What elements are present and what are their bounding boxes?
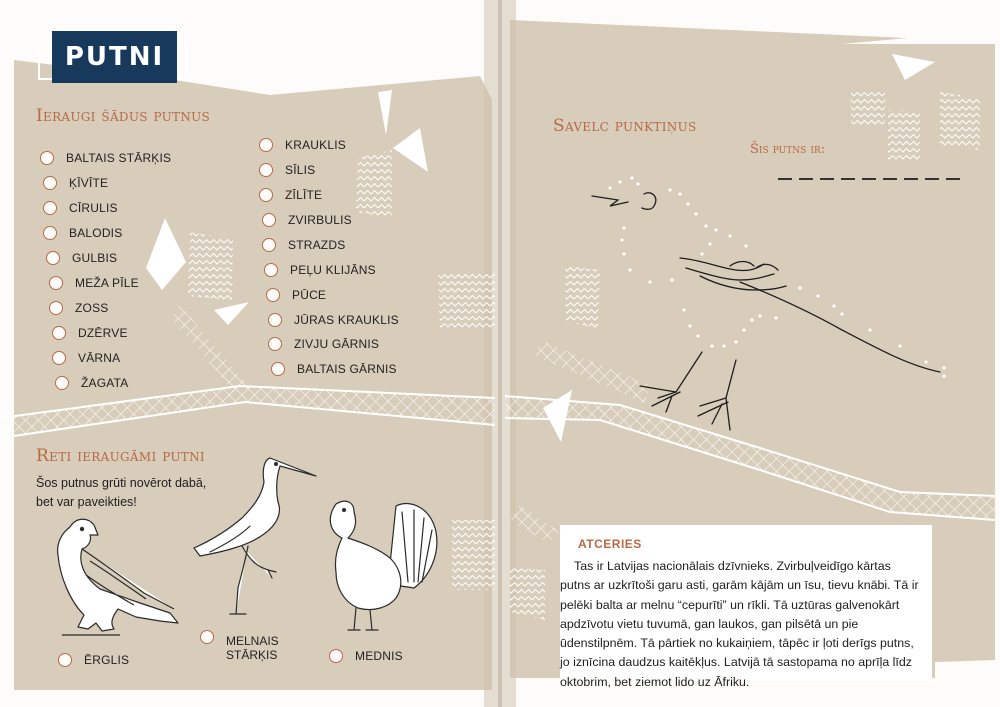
checkbox[interactable]: [43, 176, 57, 190]
checklist-item[interactable]: [200, 627, 214, 647]
black-stork-label-2: STĀRĶIS: [226, 648, 278, 662]
section-title: PUTNI: [52, 31, 177, 83]
black-stork-illustration: [190, 448, 325, 620]
checklist-item[interactable]: ZOSS: [49, 298, 108, 318]
checklist-item[interactable]: MEDNIS: [329, 646, 403, 666]
checkbox[interactable]: [259, 163, 273, 177]
checklist-item[interactable]: ĶĪVĪTE: [43, 173, 108, 193]
checkbox[interactable]: [329, 649, 343, 663]
checklist-item[interactable]: BALTAIS STĀRĶIS: [40, 148, 171, 168]
checklist-item[interactable]: STRAZDS: [262, 235, 345, 255]
checkbox[interactable]: [259, 188, 273, 202]
checkbox[interactable]: [268, 313, 282, 327]
eagle-illustration: [40, 505, 200, 645]
checklist-item[interactable]: DZĒRVE: [52, 323, 128, 343]
checkbox[interactable]: [40, 151, 54, 165]
capercaillie-illustration: [318, 492, 443, 640]
checkbox[interactable]: [264, 263, 278, 277]
checklist-item[interactable]: BALODIS: [43, 223, 122, 243]
checkbox[interactable]: [58, 653, 72, 667]
checklist-item[interactable]: PŪCE: [266, 285, 326, 305]
checklist-item[interactable]: GULBIS: [46, 248, 117, 268]
checkbox[interactable]: [259, 138, 273, 152]
checklist-item[interactable]: ZVIRBULIS: [262, 210, 352, 230]
checkbox[interactable]: [262, 213, 276, 227]
checkbox[interactable]: [200, 630, 214, 644]
checkbox[interactable]: [268, 337, 282, 351]
checkbox[interactable]: [49, 301, 63, 315]
checklist-item[interactable]: ŽAGATA: [55, 373, 128, 393]
checkbox[interactable]: [271, 362, 285, 376]
checkbox[interactable]: [43, 226, 57, 240]
checklist-item[interactable]: PEĻU KLIJĀNS: [264, 260, 376, 280]
hint-title: ATCERIES: [578, 537, 642, 551]
checklist-item[interactable]: CĪRULIS: [43, 198, 118, 218]
checkbox[interactable]: [52, 351, 66, 365]
checkbox[interactable]: [52, 326, 66, 340]
checklist-item[interactable]: MEŽA PĪLE: [49, 273, 139, 293]
hint-text: Tas ir Latvijas nacionālais dzīvnieks. Zvirbuļveidīgo kārtas putns ar uzkrītoši garu asti, garām kājām un īsu, tievu knābi. Tā ir pelēki balta ar melnu “cepurīti” un rīkli. Tā uztūras galvenokārt apdzīvotu vietu tuvumā, gan laukos, gan pilsētā un pie ūdenstilpnēm. Tā pārtiek no kukaiņiem, tāpēc ir ļoti derīgs putns, jo iznīcina daudzus kaitēkļus. Latvijā tā sastopama no aprīļa līdz oktobrim, bet ziemot lido uz Āfriku.: [560, 559, 919, 689]
checkbox[interactable]: [46, 251, 60, 265]
checkbox[interactable]: [262, 238, 276, 252]
checkbox[interactable]: [266, 288, 280, 302]
checklist-item[interactable]: BALTAIS GĀRNIS: [271, 359, 397, 379]
checkbox[interactable]: [55, 376, 69, 390]
rare-birds-heading: Reti ieraugāmi putni: [36, 446, 205, 466]
checklist-item[interactable]: ZĪLĪTE: [259, 185, 322, 205]
checklist-item[interactable]: ZIVJU GĀRNIS: [268, 334, 379, 354]
checklist-item[interactable]: SĪLIS: [259, 160, 315, 180]
checklist-item[interactable]: VĀRNA: [52, 348, 120, 368]
checkbox[interactable]: [43, 201, 57, 215]
checklist-item[interactable]: ĒRGLIS: [58, 650, 129, 670]
common-birds-heading: Ieraugi šādus putnus: [36, 106, 211, 126]
rare-birds-intro: Šos putnus grūti novērot dabā, bet var paveikties!: [36, 476, 207, 509]
black-stork-label-1: MELNAIS: [226, 634, 279, 648]
checklist-item[interactable]: JŪRAS KRAUKLIS: [268, 310, 399, 330]
checkbox[interactable]: [49, 276, 63, 290]
dot-to-dot-bird: [580, 170, 960, 455]
checklist-item[interactable]: KRAUKLIS: [259, 135, 346, 155]
answer-label: Šis putns ir:: [750, 142, 826, 157]
dot-puzzle-heading: Savelc punktiņus: [553, 116, 697, 136]
